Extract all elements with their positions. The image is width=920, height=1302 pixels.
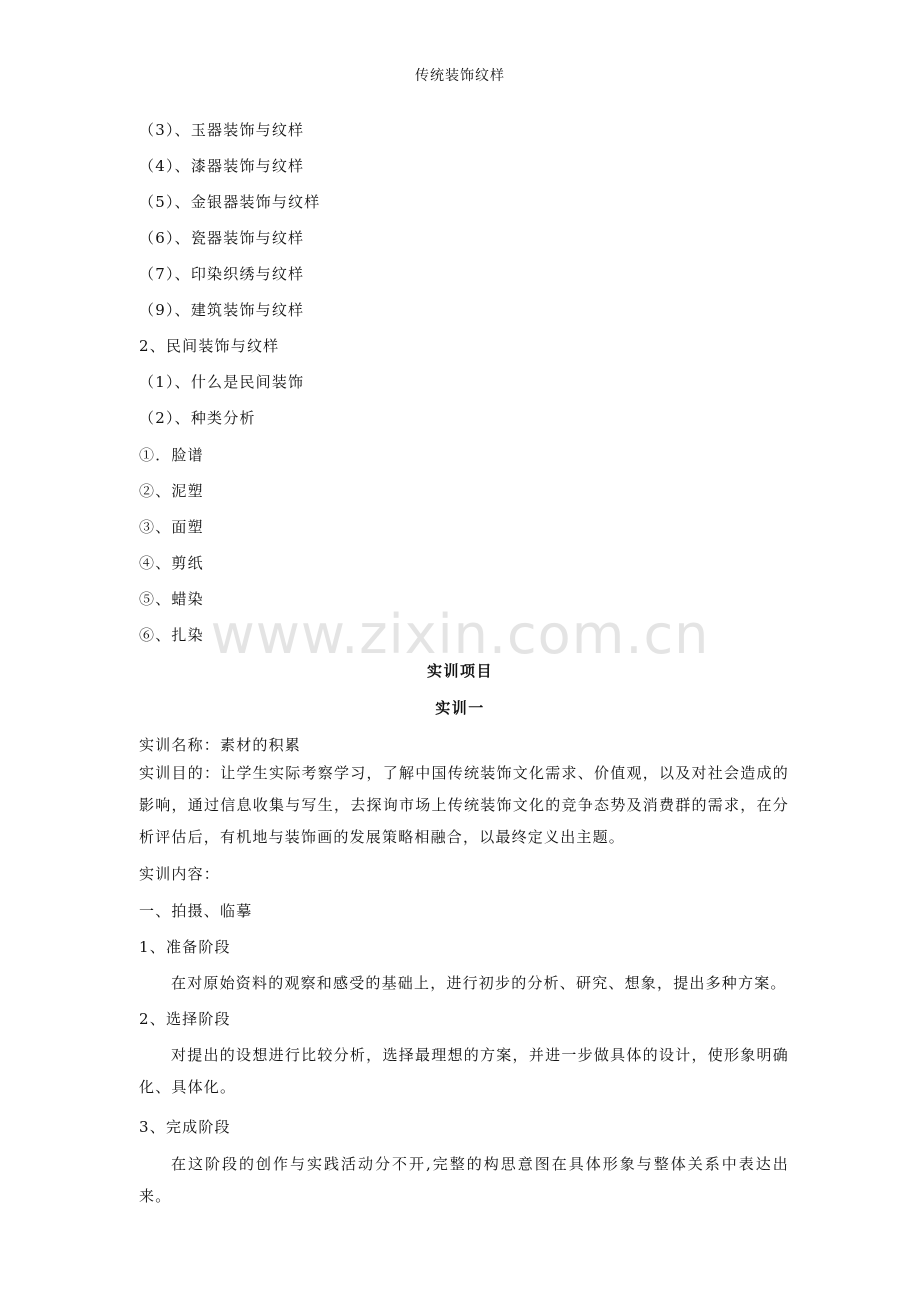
list-item: （4）、漆器装饰与纹样	[139, 157, 305, 175]
list-item: （3）、玉器装饰与纹样	[139, 121, 305, 139]
watermark: www.zixin.com.cn	[210, 603, 710, 666]
kind-item: ⑤、蜡染	[139, 590, 204, 608]
stage-title: 1、准备阶段	[139, 938, 231, 956]
stage-title: 3、完成阶段	[139, 1118, 231, 1136]
list-item: （6）、瓷器装饰与纹样	[139, 229, 305, 247]
page-header-title: 传统装饰纹样	[415, 68, 505, 84]
list-item: （7）、印染织绣与纹样	[139, 265, 305, 283]
training-name: 实训名称：素材的积累	[139, 736, 302, 754]
training-subheading: 实训一	[435, 699, 485, 717]
list-item: （1）、什么是民间装饰	[139, 373, 305, 391]
kind-item: ①．脸谱	[139, 446, 204, 464]
kind-item: ②、泥塑	[139, 482, 204, 500]
list-item: （2）、种类分析	[139, 409, 256, 427]
kind-item: ④、剪纸	[139, 554, 204, 572]
kind-item: ③、面塑	[139, 518, 204, 536]
training-content-label: 实训内容：	[139, 865, 221, 883]
stage-text: 对提出的设想进行比较分析，选择最理想的方案，并进一步做具体的设计，使形象明确化、具体化。	[139, 1046, 789, 1096]
stage-text: 在这阶段的创作与实践活动分不开,完整的构思意图在具体形象与整体关系中表达出来。	[139, 1155, 789, 1205]
stage-text: 在对原始资料的观察和感受的基础上，进行初步的分析、研究、想象，提出多种方案。	[171, 974, 787, 992]
part-title: 一、拍摄、临摹	[139, 902, 253, 920]
stage-title: 2、选择阶段	[139, 1010, 231, 1028]
section-title: 2、民间装饰与纹样	[139, 337, 280, 355]
training-purpose: 实训目的：让学生实际考察学习，了解中国传统装饰文化需求、价值观，以及对社会造成的影响，通过信息收集与写生，去探询市场上传统装饰文化的竞争态势及消费群的需求，在分析评估后，有机地与装饰画的发展策略相融合，以最终定义出主题。	[139, 764, 789, 846]
kind-item: ⑥、扎染	[139, 626, 204, 644]
list-item: （9）、建筑装饰与纹样	[139, 301, 305, 319]
training-heading: 实训项目	[426, 662, 493, 680]
list-item: （5）、金银器装饰与纹样	[139, 193, 321, 211]
